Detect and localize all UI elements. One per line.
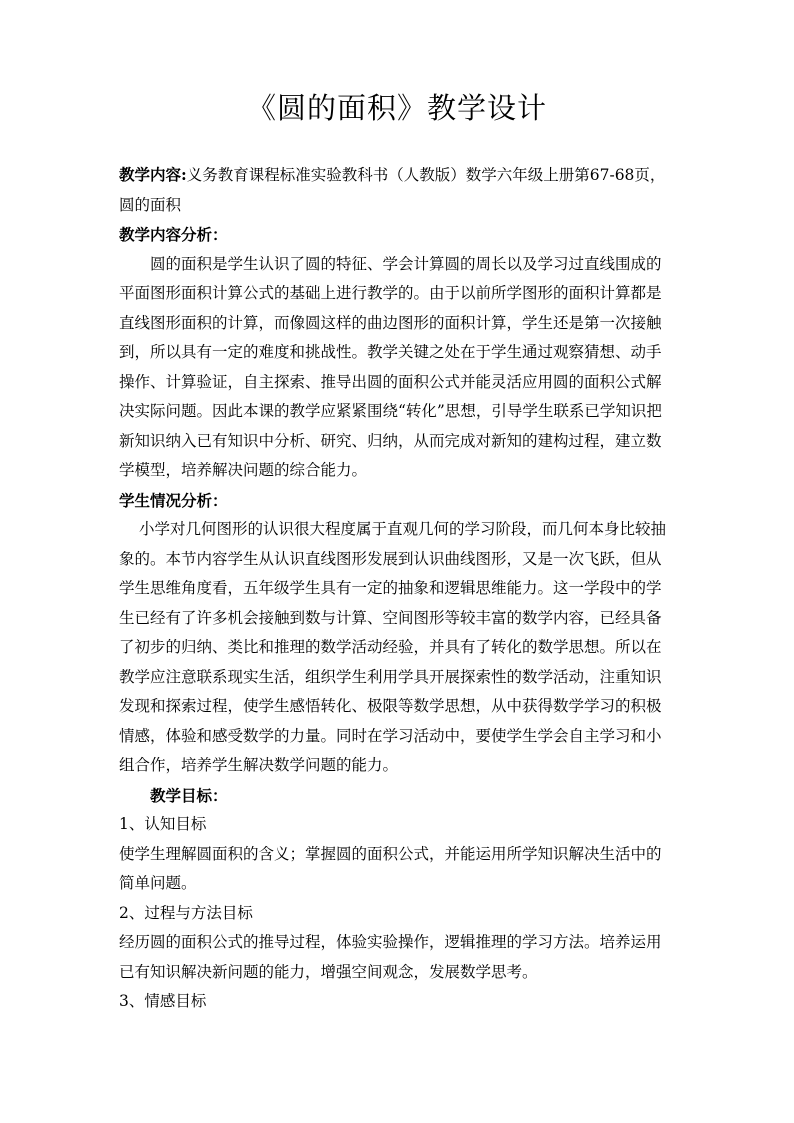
goal2-text: 经历圆的面积公式的推导过程，体验实验操作，逻辑推理的学习方法。培养运用已有知识解决新问题的能力，增强空间观念，发展数学思考。 [119, 933, 662, 981]
page-title: 《圆的面积》教学设计 [246, 91, 547, 125]
goal2-heading: 2、过程与方法目标 [119, 903, 253, 922]
content-text: 义务教育课程标准实验教科书（人教版）数学六年级上册第67-68页，圆的面积 [119, 166, 666, 214]
content-label: 教学内容: [119, 165, 187, 184]
analysis-heading: 教学内容分析： [119, 225, 228, 244]
analysis-paragraph: 圆的面积是学生认识了圆的特征、学会计算圆的周长以及学习过直线围成的平面图形面积计算公式的基础上进行教学的。由于以前所学图形的面积计算都是直线图形面积的计算，而像圆这样的曲边图形的面积计算，学生还是第一次接触到，所以具有一定的难度和挑战性。教学关键之处在于学生通过观察猜想、动手操作、计算验证，自主探索、推导出圆的面积公式并能灵活应用圆的面积公式解决实际问题。因此本课的教学应紧紧围绕“转化”思想，引导学生联系已学知识把新知识纳入已有知识中分析、研究、归纳，从而完成对新知的建构过程，建立数学模型，培养解决问题的综合能力。 [119, 254, 662, 479]
students-heading: 学生情况分析： [119, 490, 228, 510]
goal1-text: 使学生理解圆面积的含义；掌握圆的面积公式，并能运用所学知识解决生活中的简单问题。 [119, 844, 662, 892]
students-paragraph: 小学对几何图形的认识很大程度属于直观几何的学习阶段，而几何本身比较抽象的。本节内容学生从认识直线图形发展到认识曲线图形，又是一次飞跃，但从学生思维角度看，五年级学生具有一定的抽象和逻辑思维能力。这一学段中的学生已经有了许多机会接触到数与计算、空间图形等较丰富的数学内容，已经具备了初步的归纳、类比和推理的数学活动经验，并具有了转化的数学思想。所以在教学应注意联系现实生活，组织学生利用学具开展探索性的数学活动，注重知识发现和探索过程，使学生感悟转化、极限等数学思想，从中获得数学学习的积极情感，体验和感受数学的力量。同时在学习活动中，要使学生学会自主学习和小组合作，培养学生解决数学问题的能力。 [119, 520, 667, 774]
goal1-heading: 1、认知目标 [119, 815, 207, 833]
document-body [119, 160, 675, 1017]
goal3-heading: 3、情感目标 [119, 992, 207, 1010]
content-line [119, 160, 675, 220]
goals-heading: 教学目标： [150, 785, 228, 805]
